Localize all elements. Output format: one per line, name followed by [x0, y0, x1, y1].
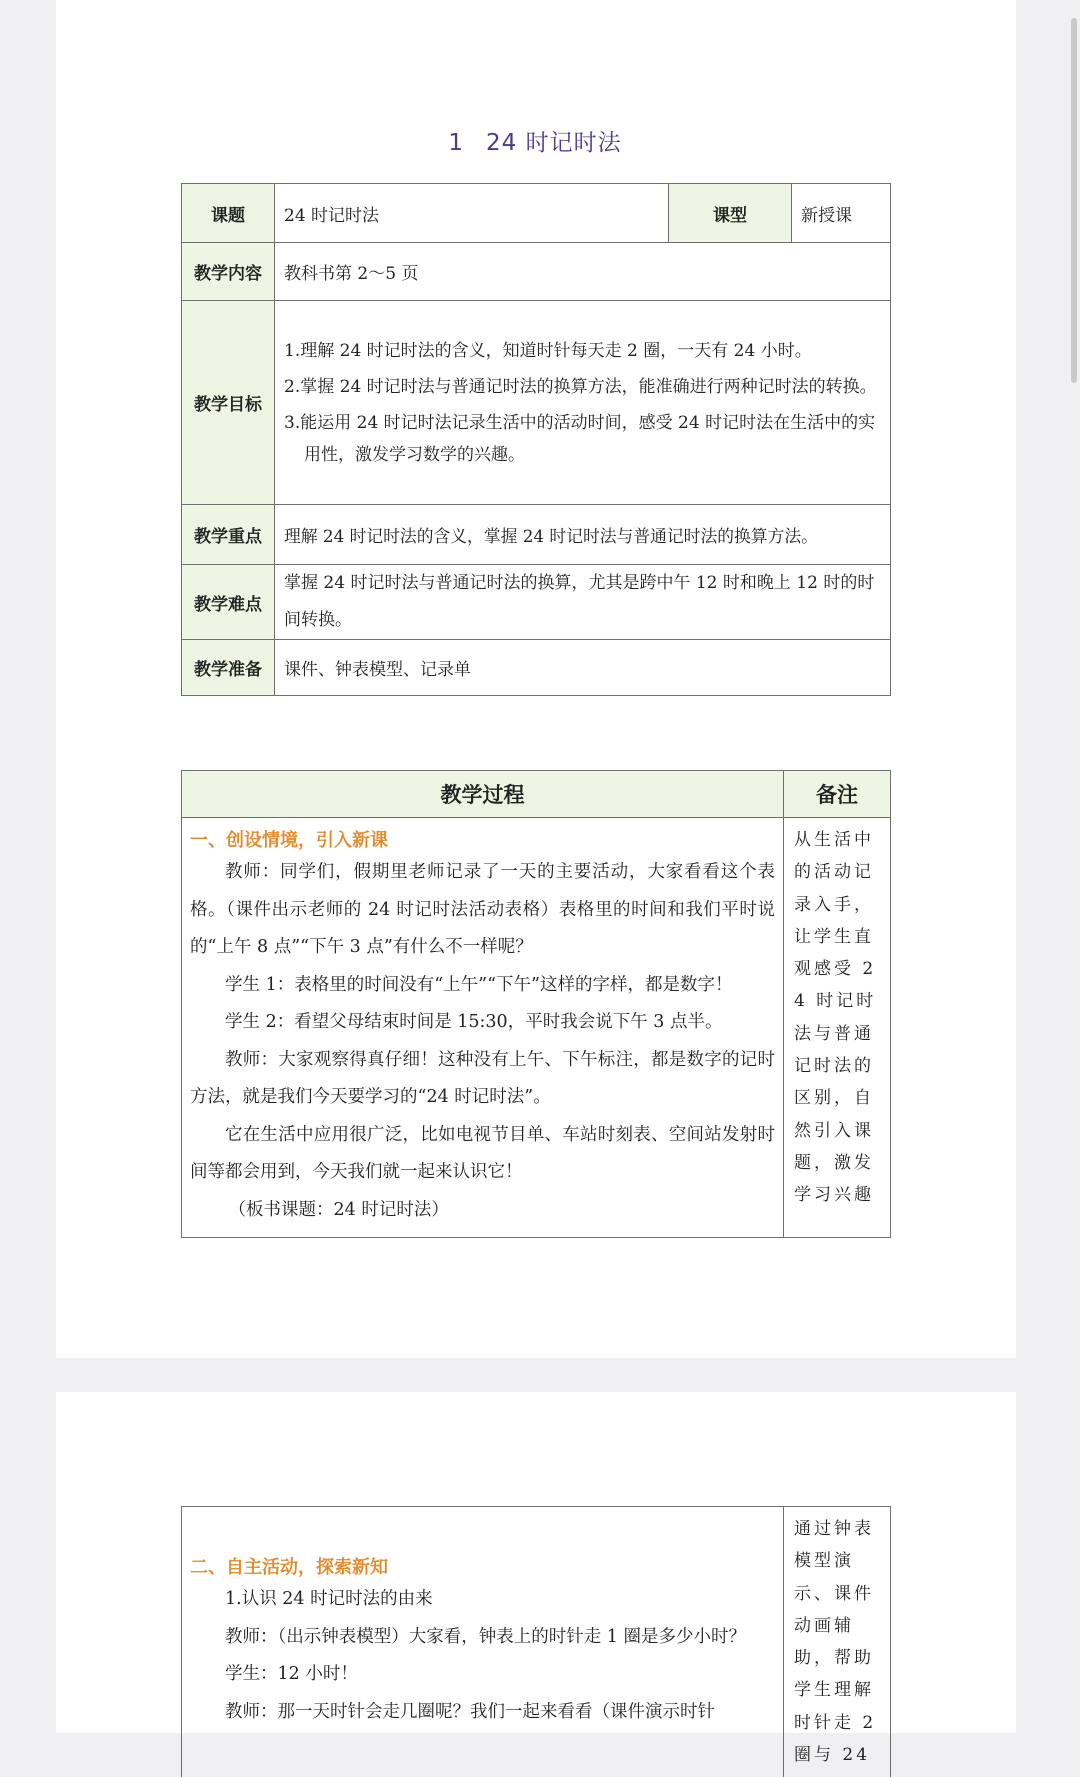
dialogue-paragraph: 它在生活中应用很广泛，比如电视节目单、车站时刻表、空间站发射时间等都会用到，今天我们就一起来认识它！ [190, 1117, 775, 1192]
content-value: 教科书第 2～5 页 [275, 243, 891, 301]
lesson-title [180, 124, 890, 157]
process-cell-1 [182, 818, 784, 1238]
difficulty-label: 教学难点 [182, 565, 275, 640]
dialogue-paragraph: 学生：12 小时！ [190, 1656, 775, 1694]
goals-cell [275, 301, 891, 505]
teaching-process-table [181, 770, 891, 1238]
goal-item: 3.能运用 24 时记时法记录生活中的活动时间，感受 24 时记时法在生活中的实用性，激发学习数学的兴趣。 [284, 407, 881, 471]
goal-item: 1.理解 24 时记时法的含义，知道时针每天走 2 圈，一天有 24 小时。 [284, 335, 881, 367]
dialogue-paragraph: 教师：同学们，假期里老师记录了一天的主要活动，大家看看这个表格。（课件出示老师的 24 时记时法活动表格）表格里的时间和我们平时说的“上午 8 点”“下午 3 点”有什么不一样呢？ [190, 854, 775, 967]
goal-item: 2.掌握 24 时记时法与普通记时法的换算方法，能准确进行两种记时法的转换。 [284, 371, 881, 403]
note-header: 备注 [784, 771, 891, 818]
process-header: 教学过程 [182, 771, 784, 818]
lesson-title-text: 24 时记时法 [486, 130, 622, 156]
key-label: 教学重点 [182, 505, 275, 565]
dialogue-paragraph: 教师：那一天时针会走几圈呢？我们一起来看看（课件演示时针 [190, 1694, 775, 1732]
prep-label: 教学准备 [182, 640, 275, 696]
topic-label: 课题 [182, 184, 275, 243]
dialogue-paragraph: 学生 1：表格里的时间没有“上午”“下午”这样的字样，都是数字！ [190, 967, 775, 1005]
board-title-note: （板书课题：24 时记时法） [190, 1192, 775, 1230]
dialogue-paragraph: 教师：大家观察得真仔细！这种没有上午、下午标注，都是数字的记时方法，就是我们今天要学习的“24 时记时法”。 [190, 1042, 775, 1117]
type-value: 新授课 [792, 184, 891, 243]
type-label: 课型 [669, 184, 792, 243]
subsection-title: 1.认识 24 时记时法的由来 [190, 1581, 775, 1619]
topic-value: 24 时记时法 [275, 184, 669, 243]
note-cell-2: 通过钟表模型演示、课件动画辅助，帮助学生理解时针走 2 圈与 24 [784, 1507, 891, 1777]
content-label: 教学内容 [182, 243, 275, 301]
process-cell-2 [182, 1507, 784, 1777]
lesson-number: 1 [448, 130, 464, 156]
note-cell-1: 从生活中的活动记录入手，让学生直观感受 24 时记时法与普通记时法的区别，自然引入课题，激发学习兴趣 [784, 818, 891, 1238]
goals-label: 教学目标 [182, 301, 275, 505]
key-value: 理解 24 时记时法的含义，掌握 24 时记时法与普通记时法的换算方法。 [275, 505, 891, 565]
lesson-info-table [181, 183, 891, 696]
dialogue-paragraph: 学生 2：看望父母结束时间是 15:30，平时我会说下午 3 点半。 [190, 1004, 775, 1042]
prep-value: 课件、钟表模型、记录单 [275, 640, 891, 696]
section-heading: 二、自主活动，探索新知 [190, 1555, 775, 1581]
teaching-process-table-continued [181, 1506, 891, 1777]
section-heading: 一、创设情境，引入新课 [190, 828, 775, 854]
scrollbar-thumb[interactable] [1071, 18, 1077, 383]
dialogue-paragraph: 教师：（出示钟表模型）大家看，钟表上的时针走 1 圈是多少小时？ [190, 1619, 775, 1657]
difficulty-value: 掌握 24 时记时法与普通记时法的换算，尤其是跨中午 12 时和晚上 12 时的时间转换。 [275, 565, 891, 640]
